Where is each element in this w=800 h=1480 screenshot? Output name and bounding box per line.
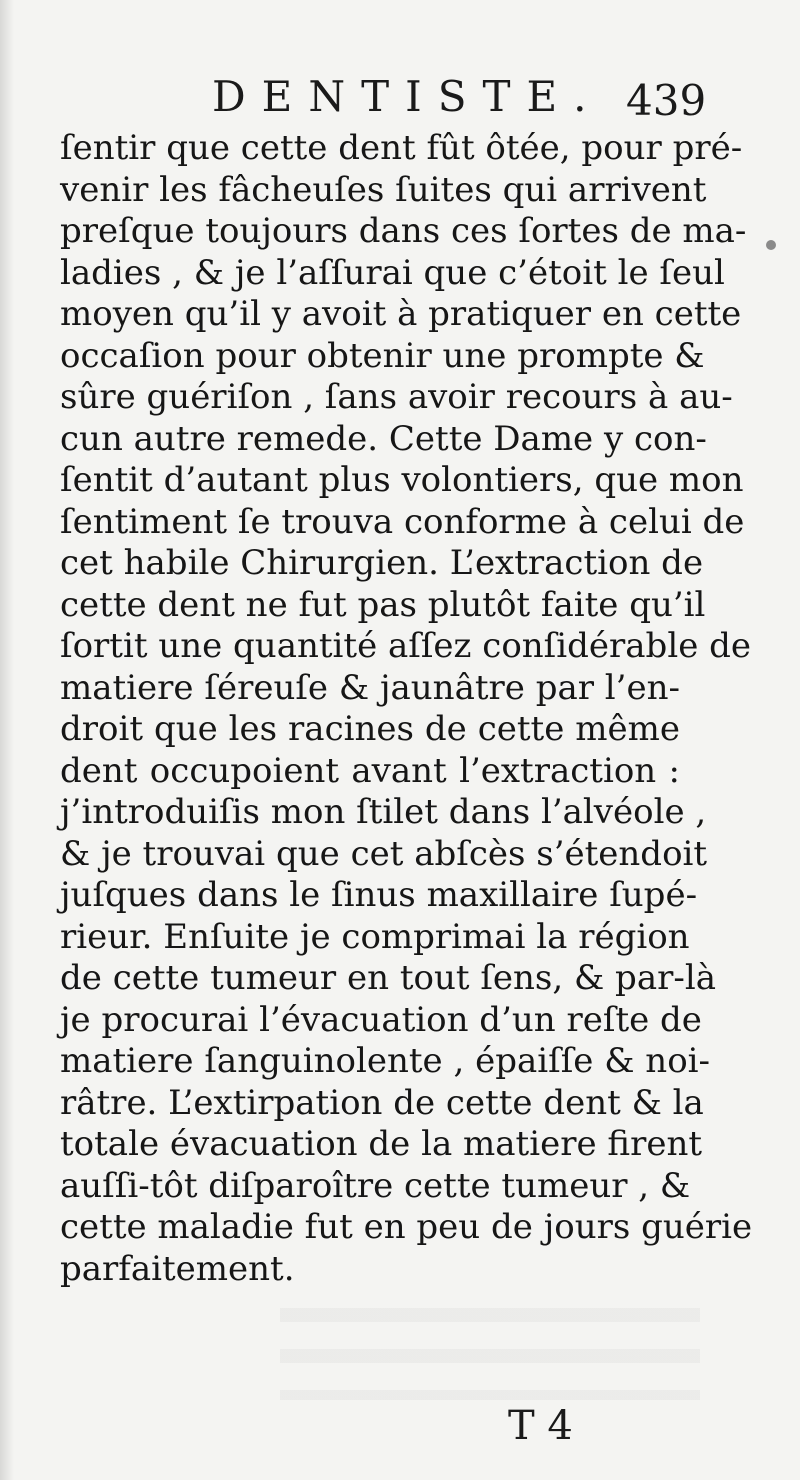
text-line: matiere ſanguinolente , épaiſſe & noi- bbox=[60, 1041, 711, 1081]
text-line: ladies , & je l’aſſurai que c’étoit le ſeul bbox=[60, 252, 725, 293]
text-line: de cette tumeur en tout ſens, & par-là bbox=[60, 958, 716, 998]
show-through-text bbox=[280, 1290, 700, 1400]
text-line: dent occupoient avant l’extraction : bbox=[60, 750, 680, 791]
text-line: droit que les racines de cette même bbox=[60, 709, 680, 749]
ink-speck bbox=[766, 240, 776, 250]
text-line: sûre guériſon , ſans avoir recours à au- bbox=[60, 377, 733, 417]
text-line: juſques dans le ſinus maxillaire ſupé- bbox=[60, 875, 698, 915]
text-line: ſentiment ſe trouva conforme à celui de bbox=[60, 501, 745, 542]
text-line: ſentit d’autant plus volontiers, que mon bbox=[60, 460, 744, 500]
page-number: 439 bbox=[626, 76, 707, 125]
text-line-last: parfaitement. bbox=[60, 1248, 295, 1289]
running-head bbox=[0, 72, 800, 125]
text-line: je procurai l’évacuation d’un reſte de bbox=[60, 999, 702, 1040]
text-line: occaſion pour obtenir une prompte & bbox=[60, 335, 705, 376]
text-line: râtre. L’extirpation de cette dent & la bbox=[60, 1082, 704, 1123]
text-line: moyen qu’il y avoit à pratiquer en cette bbox=[60, 294, 742, 334]
body-text bbox=[60, 128, 753, 1290]
text-line: j’introduiſis mon ſtilet dans l’alvéole , bbox=[60, 792, 707, 832]
running-title: DENTISTE. bbox=[212, 72, 603, 121]
page-edge-shadow bbox=[0, 0, 14, 1480]
text-line: & je trouvai que cet abſcès s’étendoit bbox=[60, 833, 708, 874]
signature-mark: T 4 bbox=[508, 1403, 573, 1449]
text-line: ſentir que cette dent fût ôtée, pour pré- bbox=[60, 128, 743, 168]
text-line: cette maladie fut en peu de jours guérie bbox=[60, 1207, 753, 1247]
text-line: totale évacuation de la matiere firent bbox=[60, 1124, 702, 1164]
text-line: venir les fâcheuſes ſuites qui arrivent bbox=[60, 169, 707, 210]
text-line: ſortit une quantité aſſez conſidérable de bbox=[60, 626, 752, 666]
text-line: auſſi-tôt diſparoître cette tumeur , & bbox=[60, 1165, 691, 1206]
text-line: rieur. Enſuite je comprimai la région bbox=[60, 916, 690, 957]
text-line: preſque toujours dans ces ſortes de ma- bbox=[60, 211, 747, 251]
text-line: matiere ſéreuſe & jaunâtre par l’en- bbox=[60, 667, 680, 708]
text-line: cet habile Chirurgien. L’extraction de bbox=[60, 543, 704, 583]
text-line: cette dent ne fut pas plutôt faite qu’il bbox=[60, 584, 706, 625]
text-line: cun autre remede. Cette Dame y con- bbox=[60, 418, 707, 459]
